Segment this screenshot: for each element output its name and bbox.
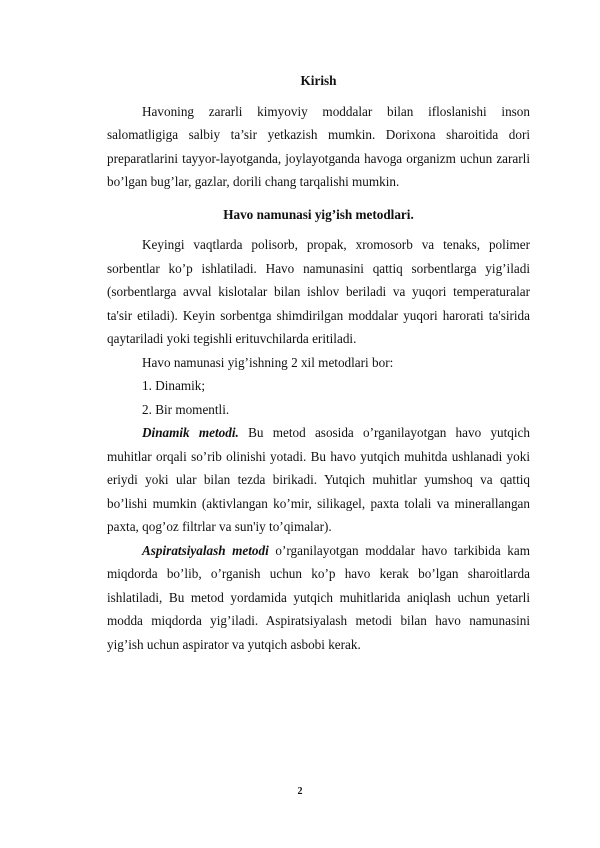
heading-methods: Havo namunasi yig’ish metodlari. [223, 206, 414, 222]
page-content [107, 69, 530, 656]
aspiration-method-paragraph [107, 539, 530, 657]
page-number: 2 [297, 786, 303, 797]
sorbent-paragraph: Keyingi vaqtlarda polisorb, propak, xromosorb va tenaks, polimer sorbentlar ko’p ishlatiladi. Havo namunasini qattiq sorbentlarga yig’iladi (sorbentlarga avval kislotalar bilan ishlov beriladi va yuqori temperaturalar ta'sir etiladi). Keyin sorbentga shimdirilgan moddalar yuqori harorati ta'sirida qaytariladi yoki tegishli erituvchilarda eritiladi. [107, 237, 530, 346]
method-list-item-moment: 2. Bir momentli. [142, 401, 230, 417]
dynamic-method-term: Dinamik metodi. [142, 425, 239, 440]
dynamic-method-text: Bu metod asosida o’rganilayotgan havo yutqich muhitlar orqali so’rib olinishi yotadi. Bu havo yutqich muhitda ushlanadi yoki eriydi yoki ular bilan tezda birikadi. Yutqich muhitlar yumshoq va qattiq bo’lishi mumkin (aktivlangan ko’mir, silikagel, paxta tolali va minerallangan paxta, qog’oz filtrlar va sun'iy to’qimalar). [107, 425, 530, 534]
heading-intro: Kirish [300, 73, 337, 88]
method-list-item-dynamic: 1. Dinamik; [142, 378, 206, 393]
methods-intro: Havo namunasi yig’ishning 2 xil metodlari bor: [142, 354, 394, 370]
dynamic-method-paragraph [107, 421, 530, 539]
aspiration-method-term: Aspiratsiyalash metodi [142, 542, 269, 558]
aspiration-method-text: o’rganilayotgan moddalar havo tarkibida kam miqdorda bo’lib, o’rganish uchun ko’p havo kerak bo’lgan sharoitlarda ishlatiladi, Bu metod yordamida yutqich muhitlarida aniqlash uchun yetarli modda miqdorda yig’iladi. Aspiratsiyalash metodi bilan havo namunasini yig’ish uchun aspirator va yutqich asbobi kerak. [107, 542, 530, 652]
intro-paragraph: Havoning zararli kimyoviy moddalar bilan ifloslanishi inson salomatligiga salbiy ta’sir yetkazish mumkin. Dorixona sharoitida dori preparatlarini tayyor-layotganda, joylayotganda havoga organizm uchun zararli bo’lgan bug’lar, gazlar, dorili chang tarqalishi mumkin. [107, 103, 530, 189]
